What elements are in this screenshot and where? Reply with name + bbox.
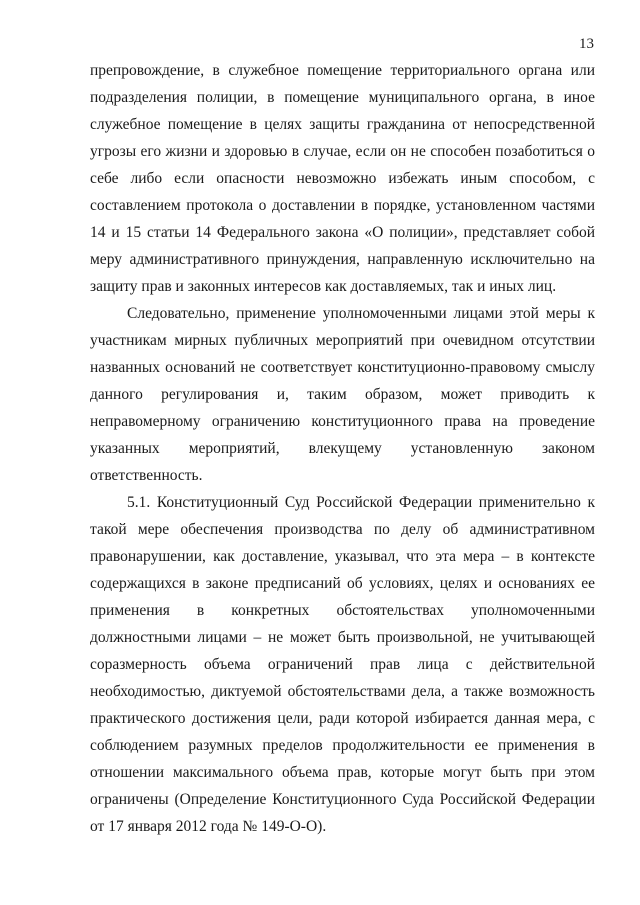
paragraph-continuation: препровождение, в служебное помещение территориального органа или подразделения полиции, в помещение муниципального органа, в иное служебное помещение в целях защиты гражданина от непосредственной угрозы его жизни и здоровью в случае, если он не способен позаботиться о себе либо если опасности невозможно избежать иным способом, с составлением протокола о доставлении в порядке, установленном частями 14 и 15 статьи 14 Федерального закона «О полиции», представляет собой меру административного принуждения, направленную исключительно на защиту прав и законных интересов как доставляемых, так и иных лиц.	[90, 62, 595, 295]
page-number: 13	[579, 36, 594, 52]
paragraph-section-5-1: 5.1. Конституционный Суд Российской Федерации применительно к такой мере обеспечения производства по делу об административном правонарушении, как доставление, указывал, что эта мера – в контексте содержащихся в законе предписаний об условиях, целях и основаниях ее применения в конкретных обстоятельствах уполномоченными должностными лицами – не может быть произвольной, не учитывающей соразмерность объема ограничений прав лица с действительной необходимостью, диктуемой обстоятельствами дела, а также возможность практического достижения цели, ради которой избирается данная мера, с соблюдением разумных пределов продолжительности ее применения в отношении максимального объема прав, которые могут быть при этом ограничены (Определение Конституционного Суда Российской Федерации от 17 января 2012 года № 149-О-О).	[90, 494, 595, 835]
document-body	[90, 57, 595, 840]
paragraph-consequently: Следовательно, применение уполномоченными лицами этой меры к участникам мирных публичных мероприятий при очевидном отсутствии названных оснований не соответствует конституционно-правовому смыслу данного регулирования и, таким образом, может приводить к неправомерному ограничению конституционного права на проведение указанных мероприятий, влекущему установленную законом ответственность.	[90, 305, 595, 484]
